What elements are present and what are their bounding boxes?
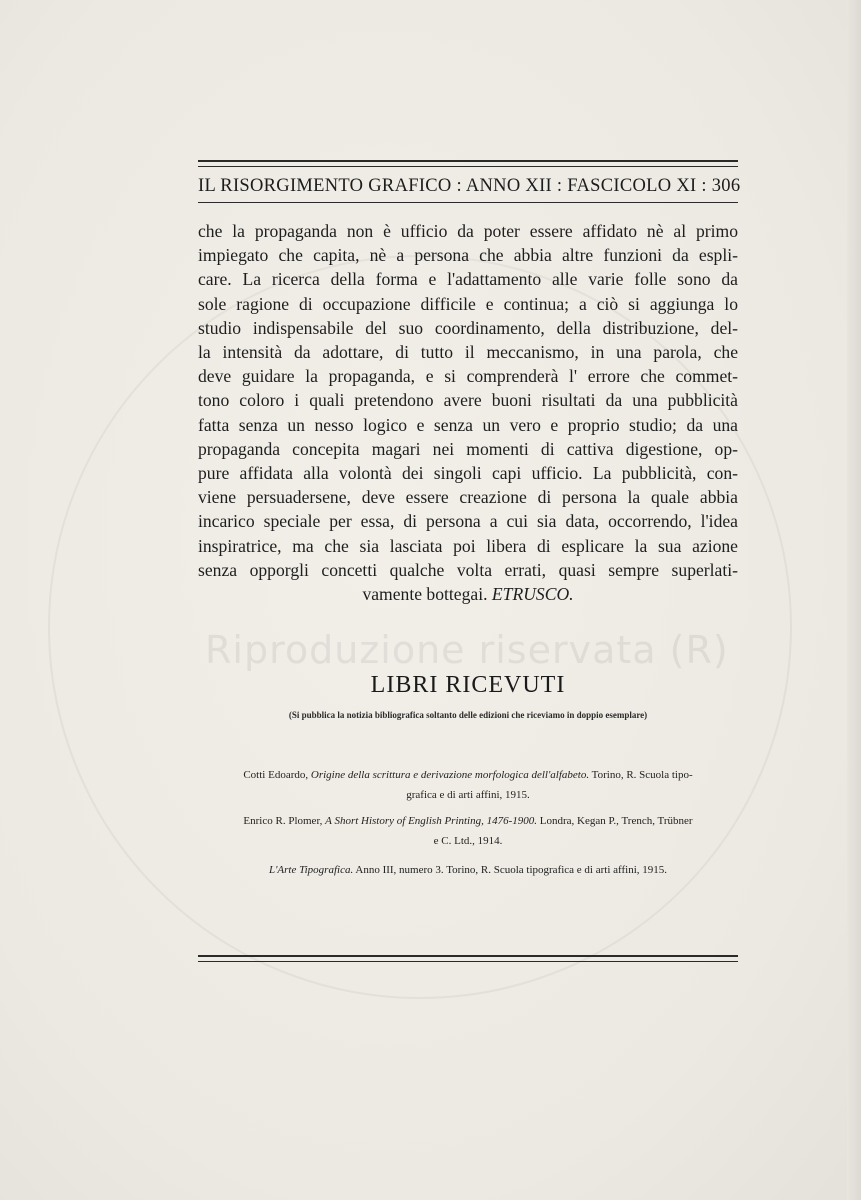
body-line: propaganda concepita magari nei momenti di cattiva digestione, op-	[198, 438, 738, 459]
entry-publisher-cont: grafica e di arti affini, 1915.	[406, 789, 530, 801]
book-entry	[198, 860, 738, 880]
page-spine-shadow	[847, 0, 861, 1200]
body-last-line	[198, 582, 738, 606]
body-line: inspiratrice, ma che sia lasciata poi libera di esplicare la sua azione	[198, 535, 738, 556]
entry-author: Cotti Edoardo,	[243, 769, 309, 781]
entry-publisher: Anno III, numero 3. Torino, R. Scuola tipografica e di arti affini, 1915.	[355, 864, 668, 876]
body-line: sole ragione di occupazione difficile e continua; a ciò si aggiunga lo	[198, 293, 738, 314]
body-line-end: vamente bottegai.	[362, 584, 488, 605]
watermark-text: Riproduzione riservata (R)	[205, 628, 729, 672]
body-line: fatta senza un nesso logico e senza un vero e proprio studio; da una	[198, 414, 738, 435]
article-body	[198, 219, 738, 606]
body-line: care. La ricerca della forma e l'adattamento alle varie folle sono da	[198, 269, 738, 290]
body-line: impiegato che capita, nè a persona che abbia altre funzioni da espli-	[198, 245, 738, 266]
book-entry	[198, 765, 738, 805]
entry-title: L'Arte Tipografica.	[268, 864, 354, 876]
body-line: viene persuadersene, deve essere creazione di persona la quale abbia	[198, 487, 738, 508]
entry-author: Enrico R. Plomer,	[243, 815, 323, 827]
author-signature: ETRUSCO.	[491, 584, 574, 605]
entry-publisher: Londra, Kegan P., Trench, Trübner	[539, 815, 693, 827]
entry-publisher-cont: e C. Ltd., 1914.	[433, 835, 503, 847]
body-line: tono coloro i quali pretendono avere buoni risultati da una pubblicità	[198, 390, 738, 411]
bottom-double-rule	[198, 955, 738, 962]
body-line: incarico speciale per essa, di persona a cui sia data, occorrendo, l'idea	[198, 511, 738, 532]
body-line: la intensità da adottare, di tutto il meccanismo, in una parola, che	[198, 342, 738, 363]
running-head: IL RISORGIMENTO GRAFICO : ANNO XII : FASCICOLO XI : 306	[198, 176, 741, 196]
entry-publisher: Torino, R. Scuola tipo-	[591, 769, 693, 781]
body-line: studio indispensabile del suo coordinamento, della distribuzione, del-	[198, 317, 738, 338]
body-line: che la propaganda non è ufficio da poter essere affidato nè al primo	[198, 221, 738, 241]
header-underline	[198, 202, 738, 203]
body-line: deve guidare la propaganda, e si comprenderà l' errore che commet-	[198, 366, 738, 387]
section-note: (Si pubblica la notizia bibliografica soltanto delle edizioni che riceviamo in doppio esemplare)	[288, 710, 648, 720]
section-title: LIBRI RICEVUTI	[370, 672, 566, 698]
top-double-rule	[198, 160, 738, 167]
book-entry	[198, 811, 738, 851]
body-line: pure affidata alla volontà dei singoli capi ufficio. La pubblicità, con-	[198, 463, 738, 484]
entry-title: A Short History of English Printing, 1476-1900.	[325, 815, 538, 827]
body-line: senza opporgli concetti qualche volta errati, quasi sempre superlati-	[198, 559, 738, 580]
entry-title: Origine della scrittura e derivazione morfologica dell'alfabeto.	[310, 769, 590, 781]
